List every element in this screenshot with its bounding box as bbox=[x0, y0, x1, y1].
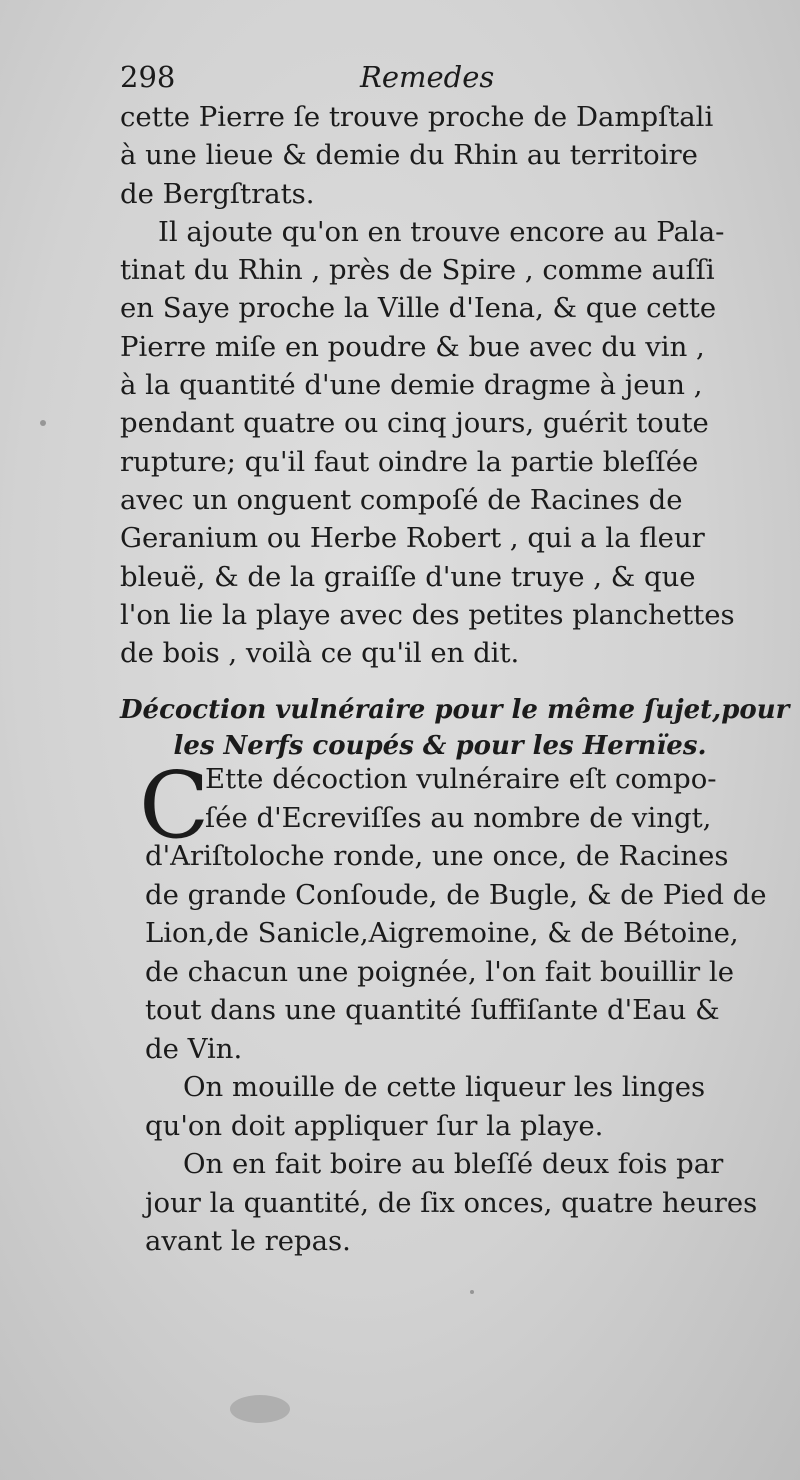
text-line: tinat du Rhin , près de Spire , comme auſſi bbox=[120, 254, 715, 287]
text-line: Ette décoction vulnéraire eſt compo- bbox=[205, 763, 717, 795]
text-line: On en fait boire au bleſſé deux fois par bbox=[183, 1148, 724, 1180]
ink-speck bbox=[470, 1290, 474, 1294]
application-paragraph bbox=[145, 1068, 765, 1145]
dosage-paragraph bbox=[145, 1145, 765, 1261]
text-line: l'on lie la playe avec des petites planchettes bbox=[120, 598, 735, 631]
text-line: d'Ariſtoloche ronde, une once, de Racines bbox=[145, 840, 729, 872]
text-line: ſée d'Ecreviſſes au nombre de vingt, bbox=[205, 801, 712, 834]
text-line: cette Pierre ſe trouve proche de Dampſtali bbox=[120, 101, 714, 133]
text-line: avant le repas. bbox=[145, 1225, 351, 1257]
recipe-section bbox=[139, 752, 767, 1261]
page-header bbox=[120, 60, 740, 100]
text-line: rupture; qu'il faut oindre la partie bleſſée bbox=[120, 445, 699, 478]
text-line: qu'on doit appliquer ſur la playe. bbox=[145, 1109, 604, 1142]
paragraph-1 bbox=[120, 98, 760, 213]
main-text bbox=[120, 98, 790, 764]
text-line: Geranium ou Herbe Robert , qui a la fleur bbox=[120, 522, 705, 555]
text-line: On mouille de cette liqueur les linges bbox=[183, 1071, 706, 1103]
page-number: 298 bbox=[120, 60, 176, 94]
ink-speck bbox=[40, 420, 46, 426]
text-line: à une lieue & demie du Rhin au territoire bbox=[120, 139, 698, 172]
text-line: de bois , voilà ce qu'il en dit. bbox=[120, 637, 520, 670]
text-line: jour la quantité, de ſix onces, quatre heures bbox=[145, 1186, 758, 1219]
text-line: à la quantité d'une demie dragme à jeun , bbox=[120, 369, 703, 402]
text-line: avec un onguent compoſé de Racines de bbox=[120, 483, 683, 516]
text-line: de chacun une poignée, l'on fait bouillir le bbox=[145, 955, 734, 988]
running-title: Remedes bbox=[360, 60, 495, 94]
subtitle-line: Décoction vulnéraire pour le même ſujet,pour bbox=[120, 695, 790, 726]
section-subtitle bbox=[120, 692, 790, 764]
text-line: pendant quatre ou cinq jours, guérit toute bbox=[120, 407, 709, 440]
text-line: tout dans une quantité ſuffiſante d'Eau & bbox=[145, 994, 720, 1026]
drop-cap: C bbox=[139, 752, 210, 859]
text-line: Lion,de Sanicle,Aigremoine, & de Bétoine, bbox=[145, 917, 739, 949]
text-line: Pierre miſe en poudre & bue avec du vin , bbox=[120, 330, 705, 363]
recipe-paragraph bbox=[145, 760, 765, 1068]
text-line: de Bergſtrats. bbox=[120, 177, 315, 210]
text-line: Il ajoute qu'on en trouve encore au Pala- bbox=[158, 215, 725, 248]
text-line: de grande Conſoude, de Bugle, & de Pied de bbox=[145, 878, 767, 911]
paragraph-2 bbox=[120, 213, 760, 673]
ink-smudge bbox=[230, 1395, 290, 1423]
text-line: de Vin. bbox=[145, 1032, 243, 1065]
subtitle-line: les Nerfs coupés & pour les Hernïes. bbox=[173, 731, 707, 762]
text-line: bleuë, & de la graiſſe d'une truye , & que bbox=[120, 560, 696, 593]
text-line: en Saye proche la Ville d'Iena, & que cette bbox=[120, 292, 717, 325]
